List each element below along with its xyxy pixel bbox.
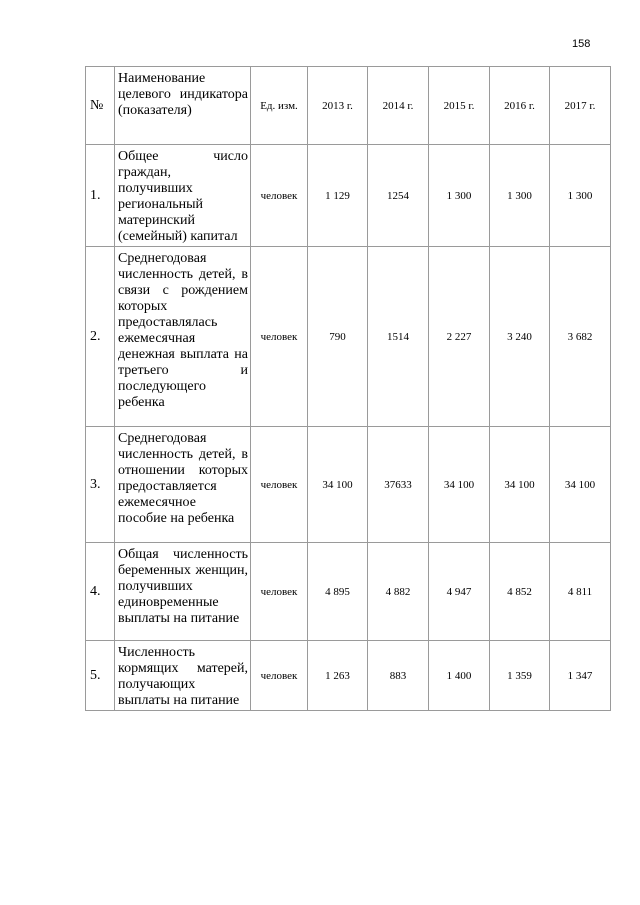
header-year: 2017 г. [550, 67, 611, 145]
row-name: Среднегодовая численность детей, в связи с рождением которых предоставлялась ежемесячная денежная выплата на третьего и последующего ребенка [115, 247, 251, 427]
row-value: 37633 [368, 427, 429, 543]
row-value: 1 359 [490, 641, 550, 711]
row-unit: человек [251, 145, 308, 247]
row-unit: человек [251, 641, 308, 711]
table-row [86, 247, 611, 427]
table-row [86, 145, 611, 247]
row-value: 1 300 [429, 145, 490, 247]
header-unit: Ед. изм. [251, 67, 308, 145]
table-header-row [86, 67, 611, 145]
row-value: 3 682 [550, 247, 611, 427]
row-unit: человек [251, 247, 308, 427]
table-row [86, 641, 611, 711]
row-name: Общая численность беременных женщин, получивших единовременные выплаты на питание [115, 543, 251, 641]
row-num: 4. [86, 543, 115, 641]
row-value: 1 300 [490, 145, 550, 247]
row-value: 1 347 [550, 641, 611, 711]
row-unit: человек [251, 543, 308, 641]
row-value: 4 811 [550, 543, 611, 641]
header-year: 2016 г. [490, 67, 550, 145]
row-value: 790 [308, 247, 368, 427]
row-value: 1 263 [308, 641, 368, 711]
row-value: 34 100 [308, 427, 368, 543]
header-year: 2013 г. [308, 67, 368, 145]
row-value: 1 300 [550, 145, 611, 247]
row-value: 4 852 [490, 543, 550, 641]
row-value: 4 882 [368, 543, 429, 641]
row-num: 2. [86, 247, 115, 427]
row-num: 1. [86, 145, 115, 247]
header-year: 2014 г. [368, 67, 429, 145]
row-value: 34 100 [429, 427, 490, 543]
row-num: 5. [86, 641, 115, 711]
row-num: 3. [86, 427, 115, 543]
row-value: 34 100 [550, 427, 611, 543]
header-name: Наименование целевого индикатора (показателя) [115, 67, 251, 145]
row-value: 883 [368, 641, 429, 711]
row-value: 34 100 [490, 427, 550, 543]
page-number: 158 [572, 38, 591, 50]
row-value: 2 227 [429, 247, 490, 427]
row-name: Общее число граждан, получивших региональный материнский (семейный) капитал [115, 145, 251, 247]
row-unit: человек [251, 427, 308, 543]
row-value: 1 129 [308, 145, 368, 247]
row-value: 4 895 [308, 543, 368, 641]
row-name: Численность кормящих матерей, получающих выплаты на питание [115, 641, 251, 711]
row-value: 1514 [368, 247, 429, 427]
row-name: Среднегодовая численность детей, в отношении которых предоставляется ежемесячное пособие на ребенка [115, 427, 251, 543]
header-year: 2015 г. [429, 67, 490, 145]
row-value: 4 947 [429, 543, 490, 641]
table-row [86, 427, 611, 543]
row-value: 1 400 [429, 641, 490, 711]
table-row [86, 543, 611, 641]
header-num: № [86, 67, 115, 145]
row-value: 3 240 [490, 247, 550, 427]
indicators-table [85, 66, 611, 711]
row-value: 1254 [368, 145, 429, 247]
